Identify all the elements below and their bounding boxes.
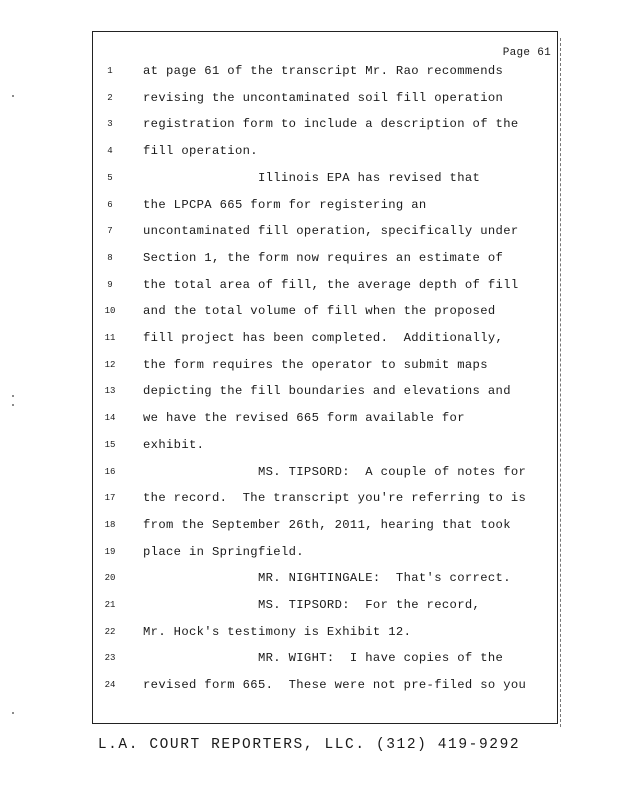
transcript-line	[93, 648, 557, 675]
transcript-line	[93, 114, 557, 141]
line-text: place in Springfield.	[143, 544, 304, 559]
line-text: fill operation.	[143, 144, 258, 159]
scan-speck	[12, 712, 14, 714]
line-number: 1	[107, 66, 113, 76]
line-number: 18	[104, 519, 116, 530]
line-number: 10	[104, 306, 116, 317]
line-number: 8	[107, 252, 113, 263]
scan-speck	[12, 95, 14, 97]
line-text: the LPCPA 665 form for registering an	[143, 197, 427, 212]
line-text: registration form to include a description of the	[143, 117, 519, 132]
line-text: at page 61 of the transcript Mr. Rao recommends	[143, 64, 504, 78]
line-number: 3	[107, 119, 113, 130]
line-number: 19	[104, 546, 116, 557]
transcript-line	[93, 195, 557, 222]
transcript-line	[93, 408, 557, 435]
transcript-line	[93, 275, 557, 302]
transcript-line	[93, 675, 557, 702]
line-number: 13	[104, 386, 116, 397]
line-number: 4	[107, 146, 113, 157]
line-number: 21	[104, 600, 116, 610]
transcript-line	[93, 435, 557, 462]
transcript-line	[93, 141, 557, 168]
line-text: MS. TIPSORD: For the record,	[143, 598, 481, 612]
transcript-line	[93, 301, 557, 328]
line-text: the total area of fill, the average depth of fill	[143, 277, 519, 292]
line-number: 14	[104, 413, 116, 424]
line-text: depicting the fill boundaries and elevations and	[143, 384, 511, 399]
line-text: the form requires the operator to submit maps	[143, 357, 488, 372]
line-number: 2	[107, 92, 113, 103]
transcript-line	[93, 462, 557, 489]
line-text: and the total volume of fill when the proposed	[143, 304, 496, 319]
line-number: 20	[104, 573, 116, 584]
transcript-line	[93, 568, 557, 595]
transcript-line	[93, 88, 557, 115]
transcript-line	[93, 221, 557, 248]
line-text: we have the revised 665 form available for	[143, 411, 465, 426]
line-number: 24	[104, 680, 116, 691]
line-number: 23	[104, 653, 116, 664]
line-number: 22	[104, 626, 116, 637]
line-text: Section 1, the form now requires an estimate of	[143, 250, 504, 265]
line-number: 9	[107, 279, 113, 290]
line-number: 5	[107, 172, 113, 183]
scan-speck	[12, 404, 14, 406]
line-text: MR. WIGHT: I have copies of the	[143, 651, 504, 666]
line-text: uncontaminated fill operation, specifically under	[143, 224, 519, 239]
line-text: from the September 26th, 2011, hearing that took	[143, 517, 511, 532]
line-text: Mr. Hock's testimony is Exhibit 12.	[143, 624, 412, 639]
transcript-line	[93, 381, 557, 408]
transcript-line	[93, 542, 557, 569]
transcript-page	[92, 31, 558, 724]
transcript-line	[93, 488, 557, 515]
scan-speck	[12, 395, 14, 397]
line-number: 7	[107, 226, 113, 237]
line-number: 6	[107, 199, 113, 210]
line-number: 12	[104, 359, 116, 370]
line-text: exhibit.	[143, 437, 205, 452]
transcript-line	[93, 61, 557, 88]
line-text: revised form 665. These were not pre-filed so you	[143, 678, 527, 693]
line-text: Illinois EPA has revised that	[143, 170, 481, 185]
transcript-line	[93, 328, 557, 355]
transcript-line	[93, 515, 557, 542]
line-text: MR. NIGHTINGALE: That's correct.	[143, 571, 511, 586]
line-number: 17	[104, 493, 116, 504]
transcript-line	[93, 355, 557, 382]
court-reporter-footer: L.A. COURT REPORTERS, LLC. (312) 419-9292	[97, 737, 521, 753]
transcript-line	[93, 622, 557, 649]
transcript-line	[93, 595, 557, 622]
line-text: revising the uncontaminated soil fill operation	[143, 90, 504, 105]
line-number: 11	[104, 333, 116, 343]
page-number: Page 61	[502, 47, 551, 59]
line-text: the record. The transcript you're referring to is	[143, 491, 527, 506]
line-number: 15	[104, 439, 116, 450]
line-text: MS. TIPSORD: A couple of notes for	[143, 464, 527, 479]
transcript-line	[93, 248, 557, 275]
line-number: 16	[104, 466, 116, 477]
line-text: fill project has been completed. Additionally,	[143, 331, 504, 345]
transcript-line	[93, 168, 557, 195]
